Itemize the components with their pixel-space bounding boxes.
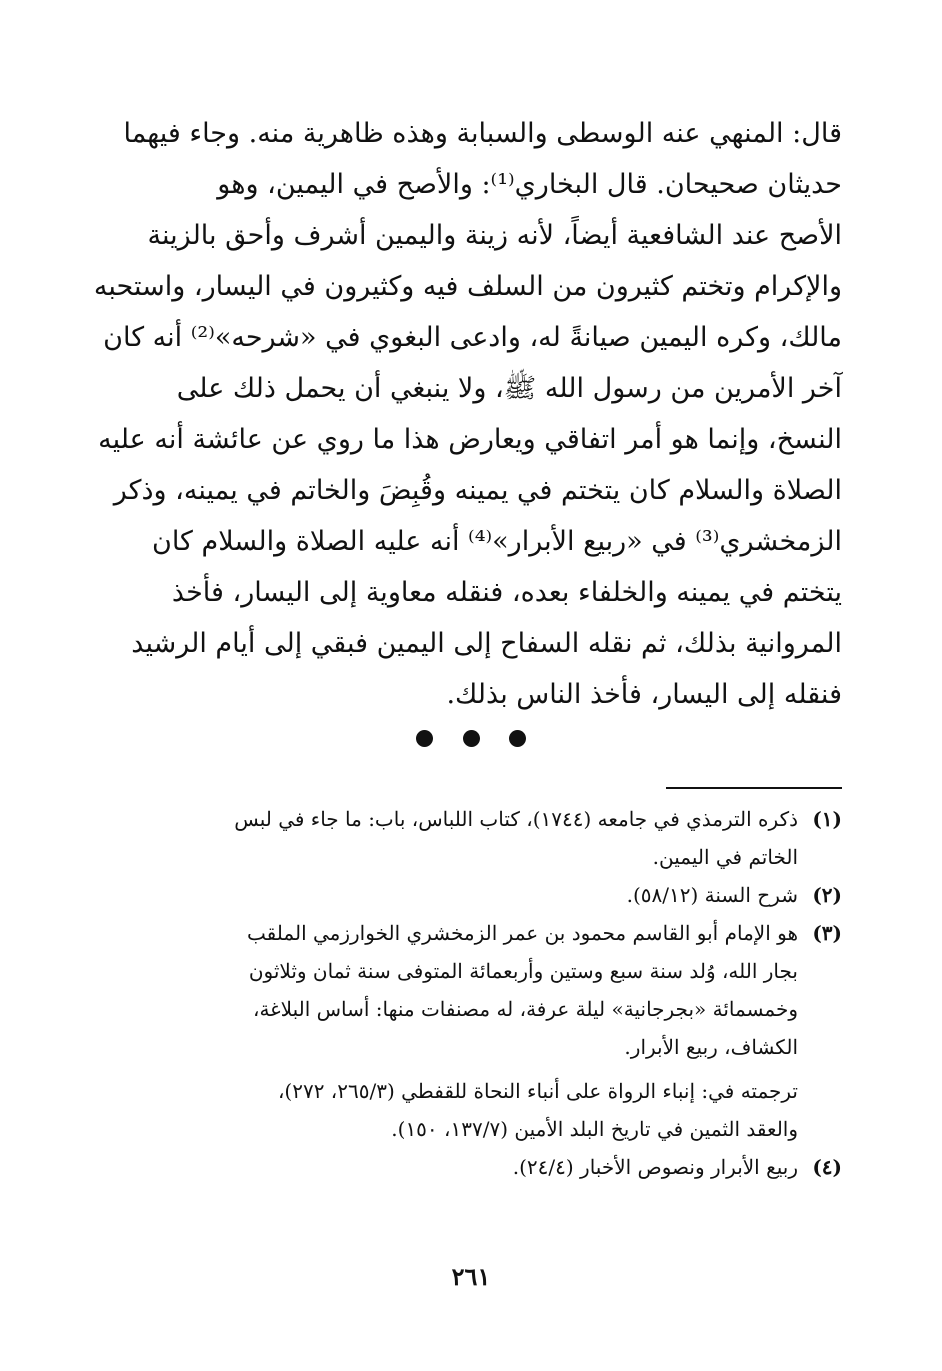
text-line: المروانية بذلك، ثم نقله السفاح إلى اليمين فبقي إلى أيام الرشيد: [131, 628, 842, 659]
footnote-line: هو الإمام أبو القاسم محمود بن عمر الزمخشري الخوارزمي الملقب: [247, 921, 798, 945]
text-line: حديثان صحيحان. قال البخاري⁽¹⁾: والأصح في اليمين، وهو: [217, 169, 842, 200]
footnote-body: [150, 876, 798, 914]
footnote-2: [150, 876, 842, 914]
text-line: الأصح عند الشافعية أيضاً، لأنه زينة واليمين أشرف وأحق بالزينة: [147, 220, 842, 251]
text-line: قال: المنهي عنه الوسطى والسبابة وهذه ظاهرية منه. وجاء فيهما: [123, 118, 842, 149]
text-line: الزمخشري⁽³⁾ في «ربيع الأبرار»⁽⁴⁾ أنه عليه الصلاة والسلام كان: [151, 526, 842, 557]
separator-dot-icon: [416, 730, 433, 747]
text-line: آخر الأمرين من رسول الله ﷺ، ولا ينبغي أن يحمل ذلك على: [176, 373, 842, 404]
section-separator: [0, 730, 942, 751]
separator-dot-icon: [463, 730, 480, 747]
footnote-line: ترجمته في: إنباء الرواة على أنباء النحاة للقفطي (٢٦٥/٣، ٢٧٢)،: [277, 1079, 798, 1103]
text-line: والإكرام وتختم كثيرون من السلف فيه وكثيرون في اليسار، واستحبه: [93, 271, 842, 302]
text-line: فنقله إلى اليسار، فأخذ الناس بذلك.: [446, 679, 842, 710]
footnote-line: الكشاف، ربيع الأبرار.: [624, 1035, 798, 1059]
footnote-line: ذكره الترمذي في جامعه (١٧٤٤)، كتاب اللباس، باب: ما جاء في لبس: [234, 807, 798, 831]
footnote-number: (٣): [812, 921, 842, 945]
main-text: [93, 108, 842, 720]
footnote-number: (١): [812, 807, 842, 831]
text-line: مالك، وكره اليمين صيانةً له، وادعى البغوي في «شرحه»⁽²⁾ أنه كان: [103, 322, 842, 353]
footnotes: [150, 800, 842, 1186]
footnote-1: [150, 800, 842, 876]
footnote-4: [150, 1148, 842, 1186]
footnote-line: شرح السنة (٥٨/١٢).: [626, 883, 798, 907]
footnote-line: بجار الله، وُلد سنة سبع وستين وأربعمائة المتوفى سنة ثمان وثلاثون: [248, 959, 798, 983]
footnote-3: [150, 914, 842, 1148]
footnote-line: ربيع الأبرار ونصوص الأخبار (٢٤/٤).: [512, 1155, 798, 1179]
footnote-line: الخاتم في اليمين.: [652, 845, 798, 869]
text-line: يتختم في يمينه والخلفاء بعده، فنقله معاوية إلى اليسار، فأخذ: [171, 577, 842, 608]
footnote-line: وخمسمائة «بجرجانية» ليلة عرفة، له مصنفات منها: أساس البلاغة،: [253, 997, 798, 1021]
footnote-divider: [666, 787, 842, 789]
footnote-body: [150, 914, 798, 1148]
text-line: النسخ، وإنما هو أمر اتفاقي ويعارض هذا ما روي عن عائشة أنه عليه: [98, 424, 842, 455]
page-number: ٢٦١: [451, 1262, 491, 1291]
text-line: الصلاة والسلام كان يتختم في يمينه وقُبِضَ والخاتم في يمينه، وذكر: [113, 475, 842, 506]
footnote-number: (٤): [812, 1155, 842, 1179]
separator-dot-icon: [509, 730, 526, 747]
footnote-body: [150, 1148, 798, 1186]
footnote-line: والعقد الثمين في تاريخ البلد الأمين (١٣٧/٧، ١٥٠).: [391, 1117, 798, 1141]
footnote-body: [150, 800, 798, 876]
footnote-number: (٢): [812, 883, 842, 907]
